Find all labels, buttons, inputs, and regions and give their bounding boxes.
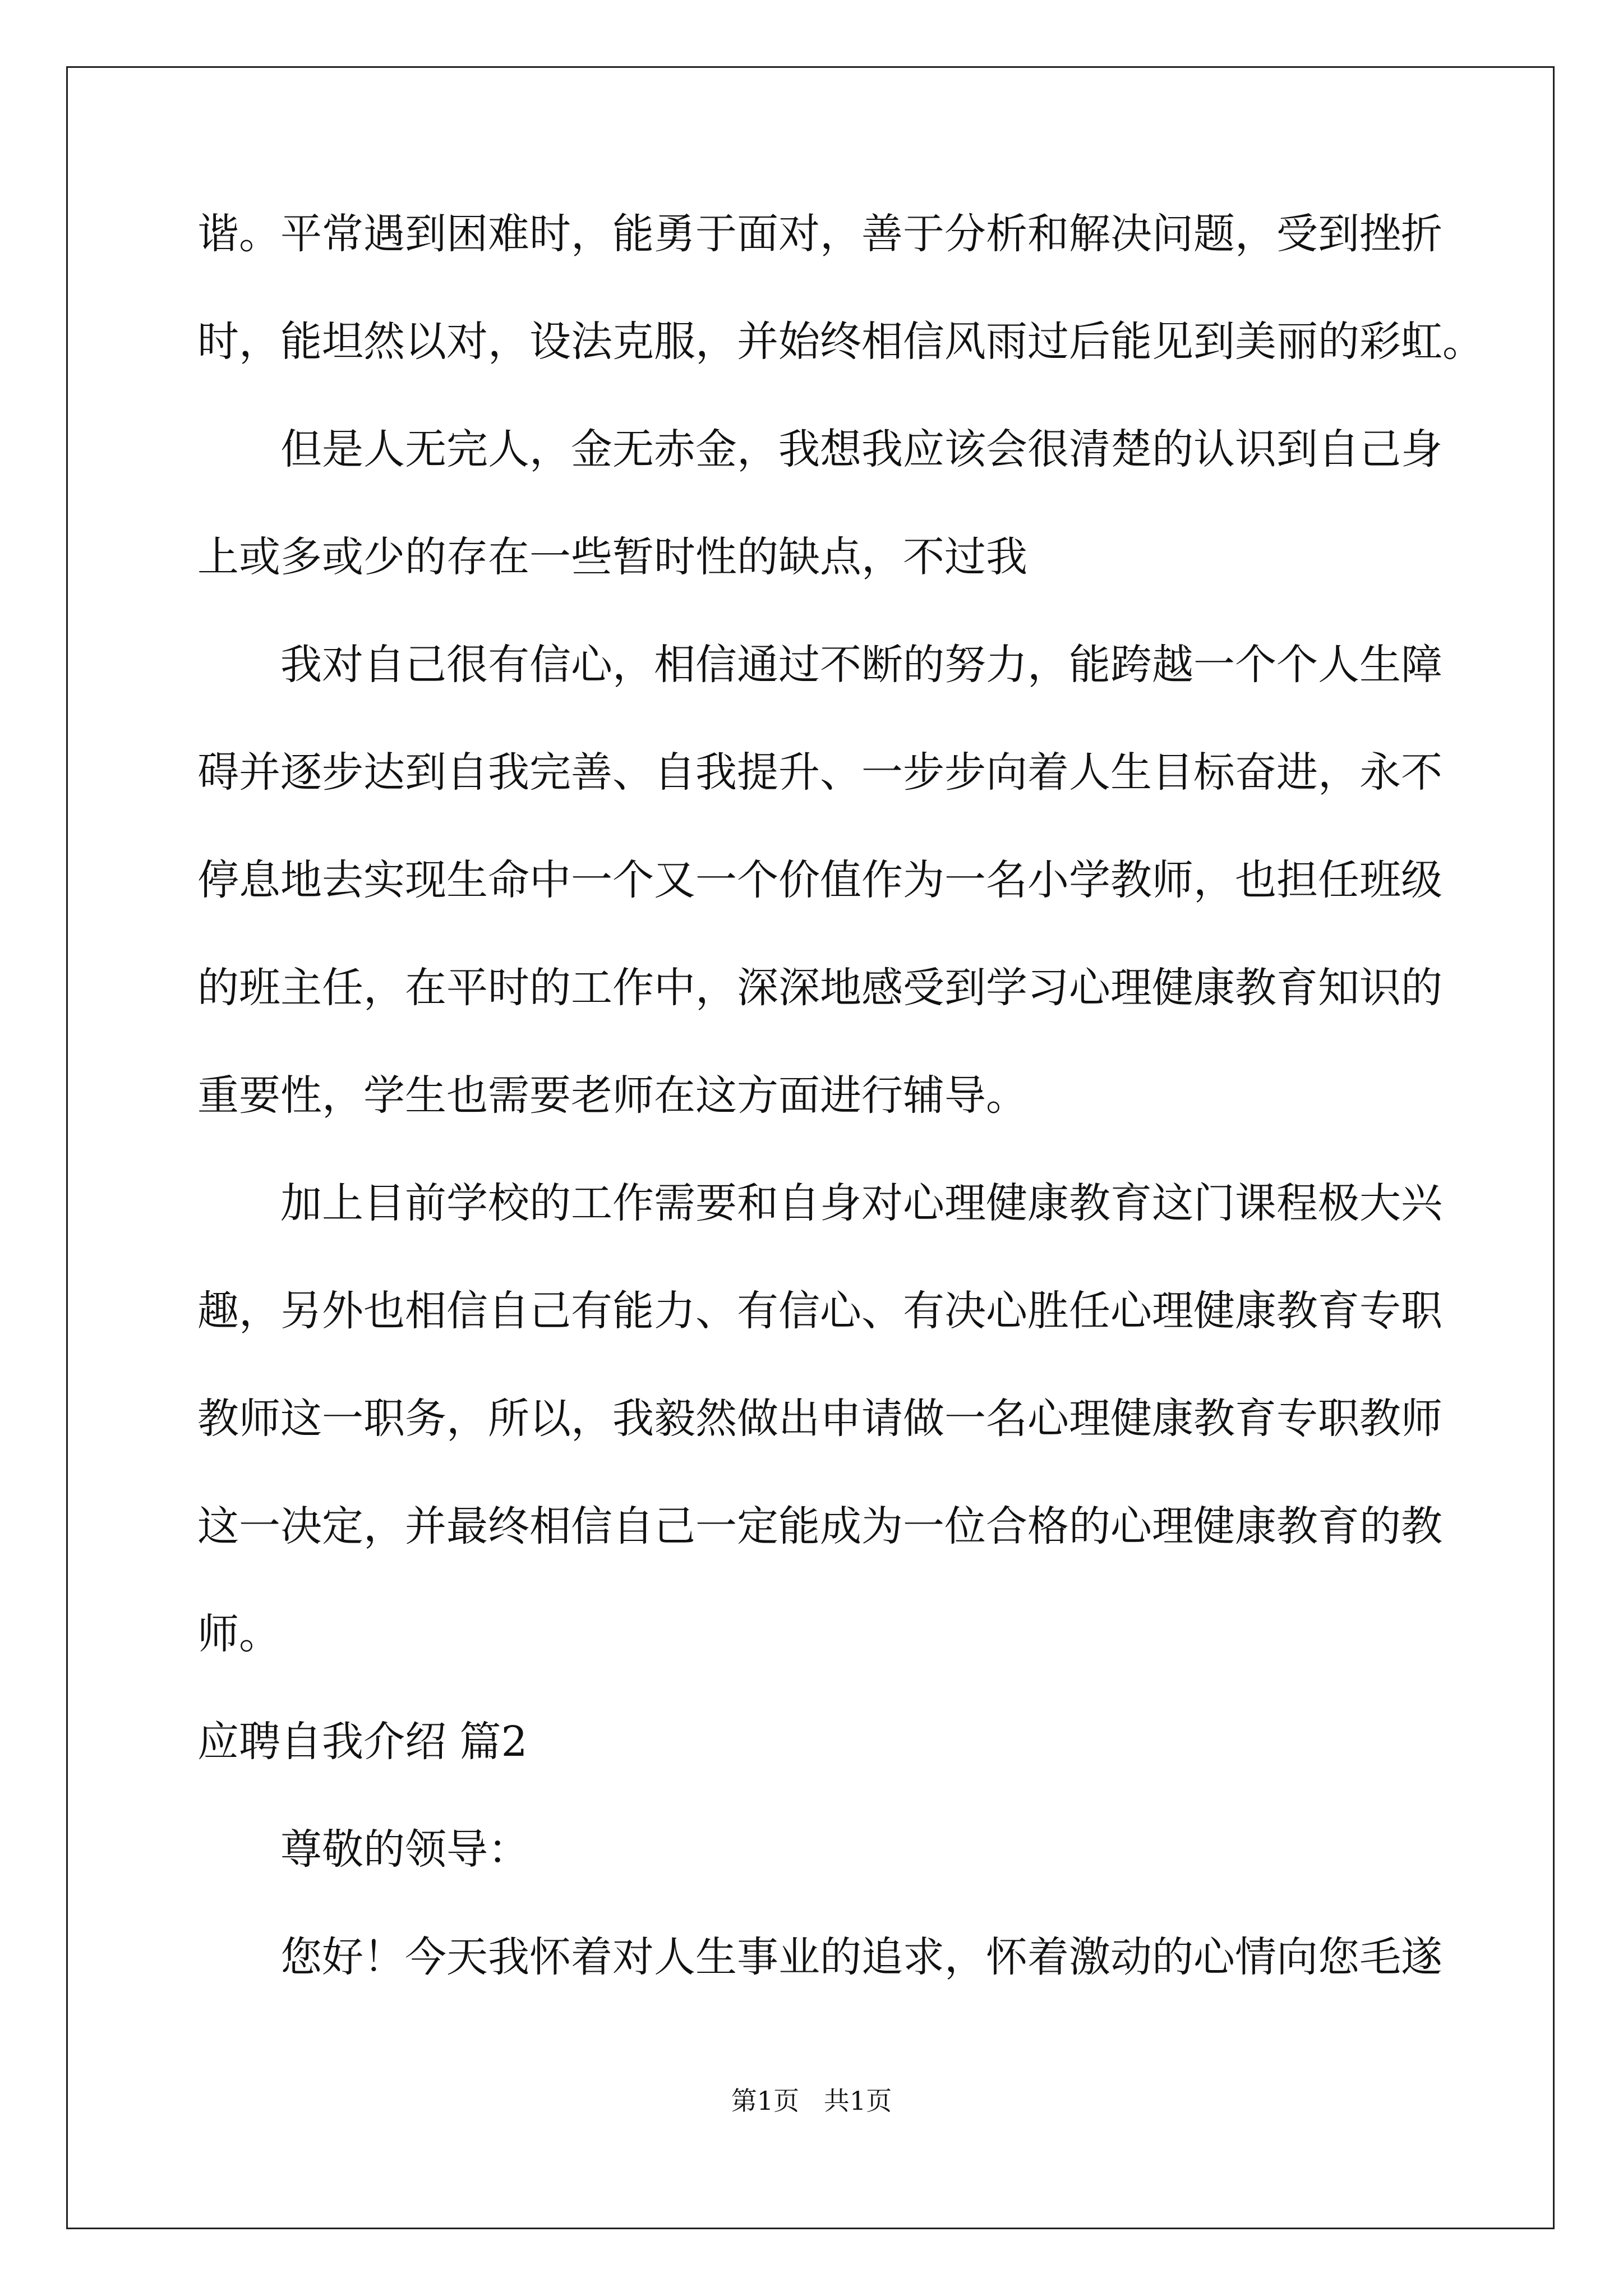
text-line-9: 重要性，学生也需要老师在这方面进行辅导。: [197, 1071, 1027, 1120]
document-body: [197, 210, 1484, 2044]
text-line-3: 但是人无完人，金无赤金，我想我应该会很清楚的认识到自己身: [280, 425, 1442, 473]
text-line-13: 这一决定，并最终相信自己一定能成为一位合格的心理健康教育的教: [197, 1502, 1442, 1550]
text-line-10: 加上目前学校的工作需要和自身对心理健康教育这门课程极大兴: [280, 1179, 1442, 1227]
text-line-7: 停息地去实现生命中一个又一个价值作为一名小学教师，也担任班级: [197, 856, 1442, 904]
text-line-17: 您好！今天我怀着对人生事业的追求，怀着激动的心情向您毛遂: [280, 1933, 1442, 1981]
text-line-4: 上或多或少的存在一些暂时性的缺点，不过我: [197, 533, 1027, 581]
text-line-11: 趣，另外也相信自己有能力、有信心、有决心胜任心理健康教育专职: [197, 1287, 1442, 1335]
salutation: 尊敬的领导：: [280, 1825, 529, 1874]
page-footer: 第1页 共1页: [731, 2086, 892, 2116]
text-line-12: 教师这一职务，所以，我毅然做出申请做一名心理健康教育专职教师: [197, 1395, 1442, 1443]
text-line-1: 谐。平常遇到困难时，能勇于面对，善于分析和解决问题，受到挫折: [197, 210, 1442, 258]
text-line-14: 师。: [197, 1610, 280, 1658]
text-line-5: 我对自己很有信心，相信通过不断的努力，能跨越一个个人生障: [280, 641, 1442, 689]
text-line-6: 碍并逐步达到自我完善、自我提升、一步步向着人生目标奋进，永不: [197, 748, 1442, 797]
section-heading: 应聘自我介绍 篇2: [197, 1718, 528, 1766]
text-line-2: 时，能坦然以对，设法克服，并始终相信风雨过后能见到美丽的彩虹。: [197, 318, 1484, 366]
text-line-8: 的班主任，在平时的工作中，深深地感受到学习心理健康教育知识的: [197, 964, 1442, 1012]
